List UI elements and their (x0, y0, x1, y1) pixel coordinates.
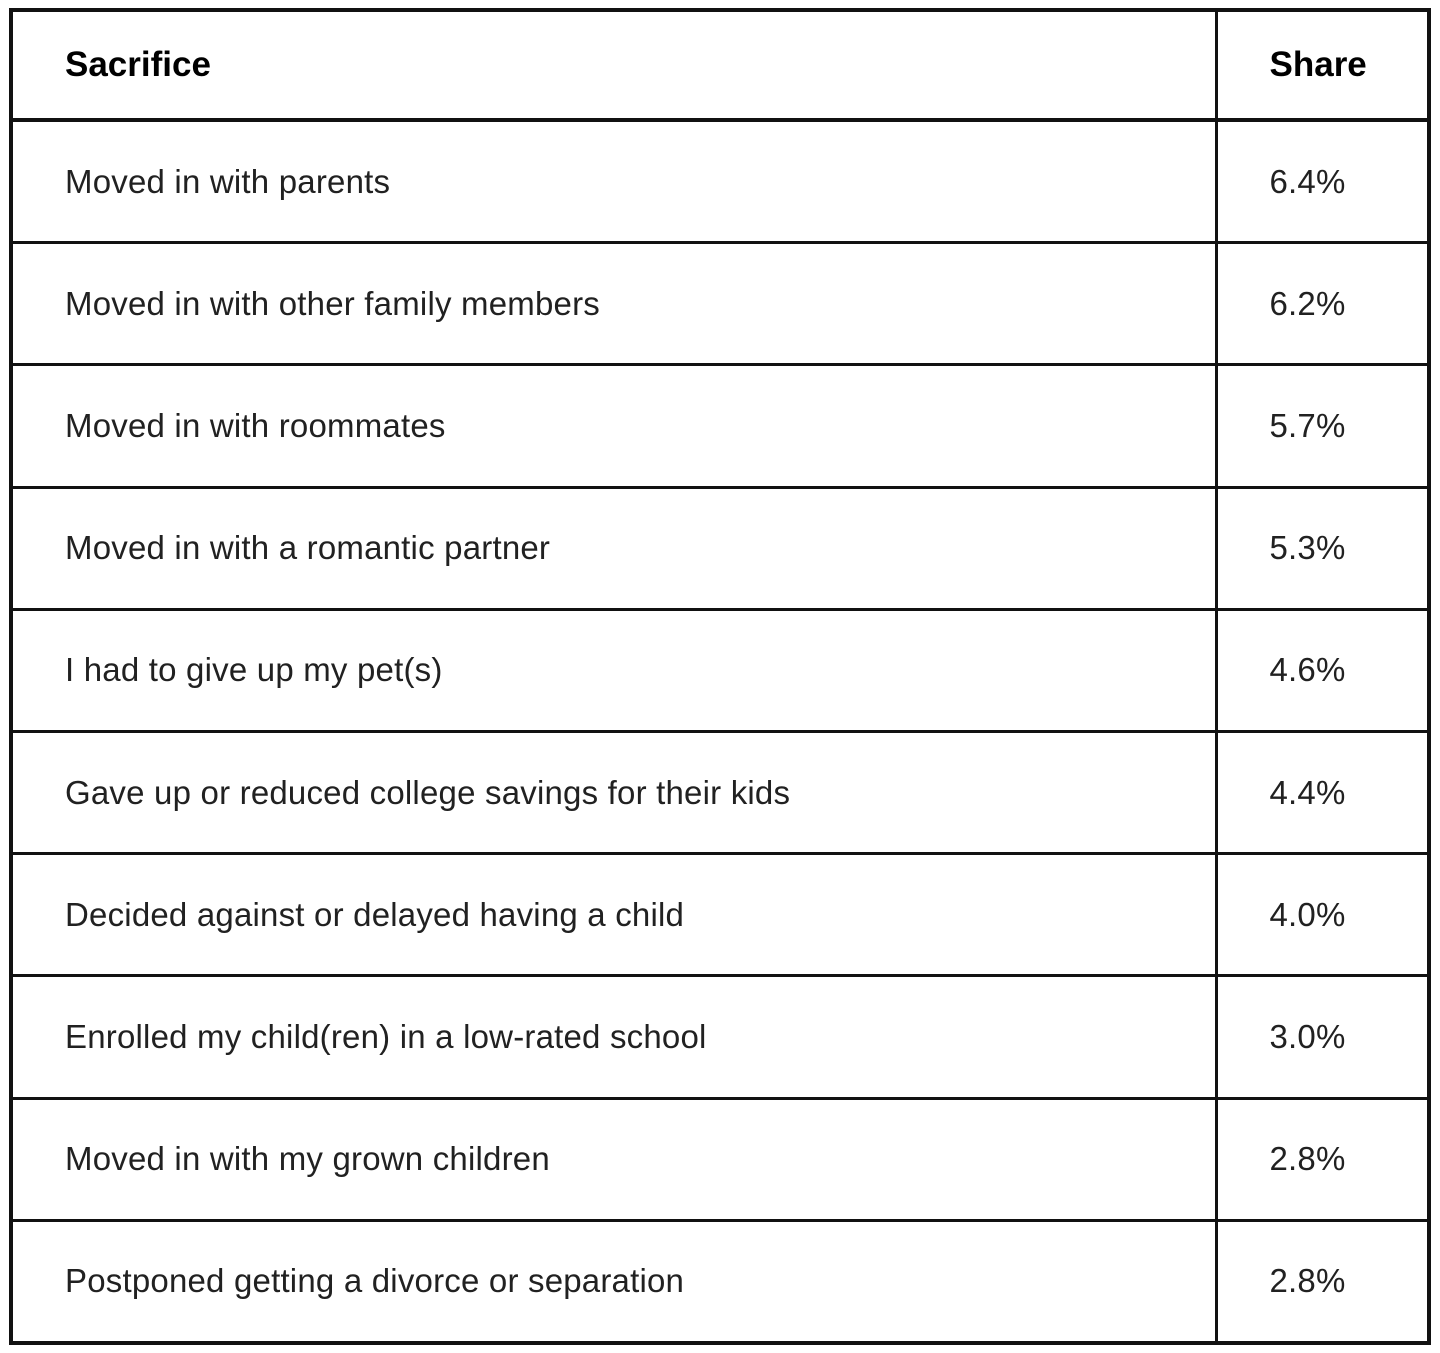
table-row (11, 120, 1429, 243)
sacrifice-cell: Moved in with other family members (11, 243, 1216, 365)
share-cell: 2.8% (1216, 1220, 1429, 1343)
table-header-row (11, 10, 1429, 120)
table-row (11, 609, 1429, 731)
column-header-share: Share (1216, 10, 1429, 120)
sacrifice-cell: Moved in with my grown children (11, 1098, 1216, 1220)
sacrifice-cell: Moved in with roommates (11, 365, 1216, 487)
sacrifice-cell: Moved in with a romantic partner (11, 487, 1216, 609)
table-row (11, 1220, 1429, 1343)
table-row (11, 365, 1429, 487)
sacrifice-cell: I had to give up my pet(s) (11, 609, 1216, 731)
share-cell: 4.6% (1216, 609, 1429, 731)
table-row (11, 731, 1429, 853)
table-row (11, 1098, 1429, 1220)
sacrifice-cell: Enrolled my child(ren) in a low-rated school (11, 976, 1216, 1098)
share-cell: 5.3% (1216, 487, 1429, 609)
table-row (11, 976, 1429, 1098)
share-cell: 6.2% (1216, 243, 1429, 365)
share-cell: 2.8% (1216, 1098, 1429, 1220)
column-header-sacrifice: Sacrifice (11, 10, 1216, 120)
sacrifice-cell: Moved in with parents (11, 120, 1216, 243)
sacrifice-cell: Postponed getting a divorce or separation (11, 1220, 1216, 1343)
share-cell: 4.4% (1216, 731, 1429, 853)
share-cell: 6.4% (1216, 120, 1429, 243)
share-cell: 5.7% (1216, 365, 1429, 487)
sacrifice-share-table (9, 8, 1431, 1345)
share-cell: 3.0% (1216, 976, 1429, 1098)
table-row (11, 854, 1429, 976)
sacrifice-cell: Gave up or reduced college savings for their kids (11, 731, 1216, 853)
table-row (11, 487, 1429, 609)
table-row (11, 243, 1429, 365)
table-body (11, 120, 1429, 1343)
share-cell: 4.0% (1216, 854, 1429, 976)
sacrifice-cell: Decided against or delayed having a child (11, 854, 1216, 976)
